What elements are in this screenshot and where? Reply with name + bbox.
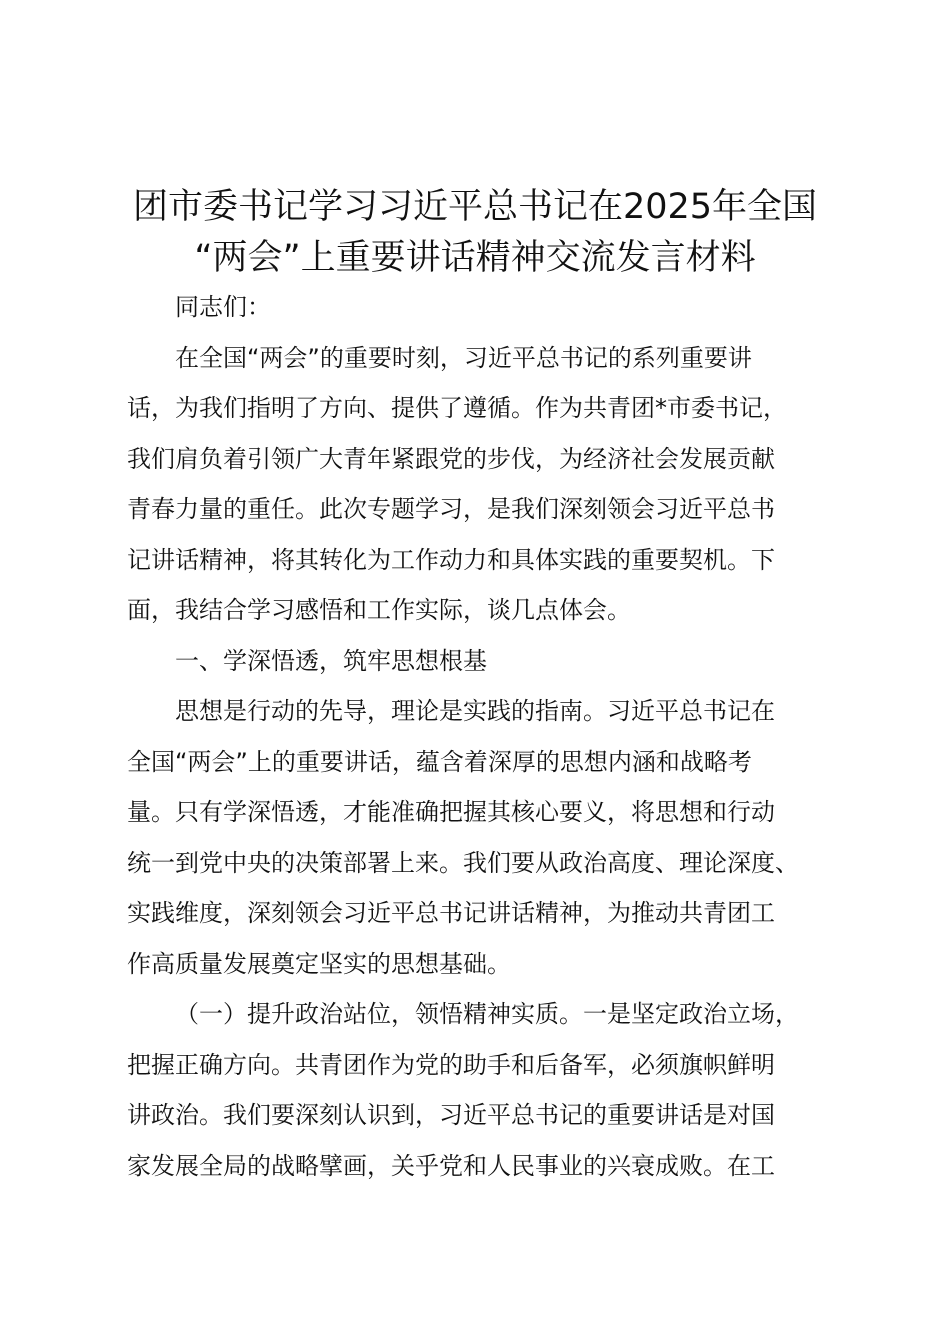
subsection-line: 把握正确方向。共青团作为党的助手和后备军，必须旗帜鲜明 [127,1050,775,1079]
document-title [110,182,840,284]
intro-line: 我们肩负着引领广大青年紧跟党的步伐，为经济社会发展贡献 [127,444,775,473]
intro-line: 面，我结合学习感悟和工作实际，谈几点体会。 [127,596,631,624]
section-line: 全国“两会”上的重要讲话，蕴含着深厚的思想内涵和战略考 [127,747,752,776]
title-line-1: 团市委书记学习习近平总书记在2025年全国 [132,187,818,227]
subsection-paragraph [127,989,847,1191]
subsection-line: 家发展全局的战略擘画，关乎党和人民事业的兴衰成败。在工 [127,1151,775,1180]
section-line: 实践维度，深刻领会习近平总书记讲话精神，为推动共青团工 [127,899,775,927]
intro-line: 记讲话精神，将其转化为工作动力和具体实践的重要契机。下 [127,545,775,574]
section-line: 思想是行动的先导，理论是实践的指南。习近平总书记在 [175,697,775,725]
section-heading: 一、学深悟透，筑牢思想根基 [175,646,487,675]
intro-line: 青春力量的重任。此次专题学习，是我们深刻领会习近平总书 [127,495,775,523]
document-body [127,282,847,1191]
title-line-2: “两会”上重要讲话精神交流发言材料 [194,238,756,278]
section-line: 作高质量发展奠定坚实的思想基础。 [127,949,511,978]
subsection-line: （一）提升政治站位，领悟精神实质。一是坚定政治立场， [175,1000,799,1028]
section-line: 量。只有学深悟透，才能准确把握其核心要义，将思想和行动 [127,798,775,826]
intro-line: 在全国“两会”的重要时刻，习近平总书记的系列重要讲 [175,343,752,372]
section-line: 统一到党中央的决策部署上来。我们要从政治高度、理论深度、 [127,848,799,877]
section-paragraph [127,686,847,989]
salutation: 同志们： [175,293,271,321]
intro-paragraph [127,333,847,636]
subsection-line: 讲政治。我们要深刻认识到，习近平总书记的重要讲话是对国 [127,1101,775,1129]
intro-line: 话，为我们指明了方向、提供了遵循。作为共青团*市委书记， [127,394,787,422]
